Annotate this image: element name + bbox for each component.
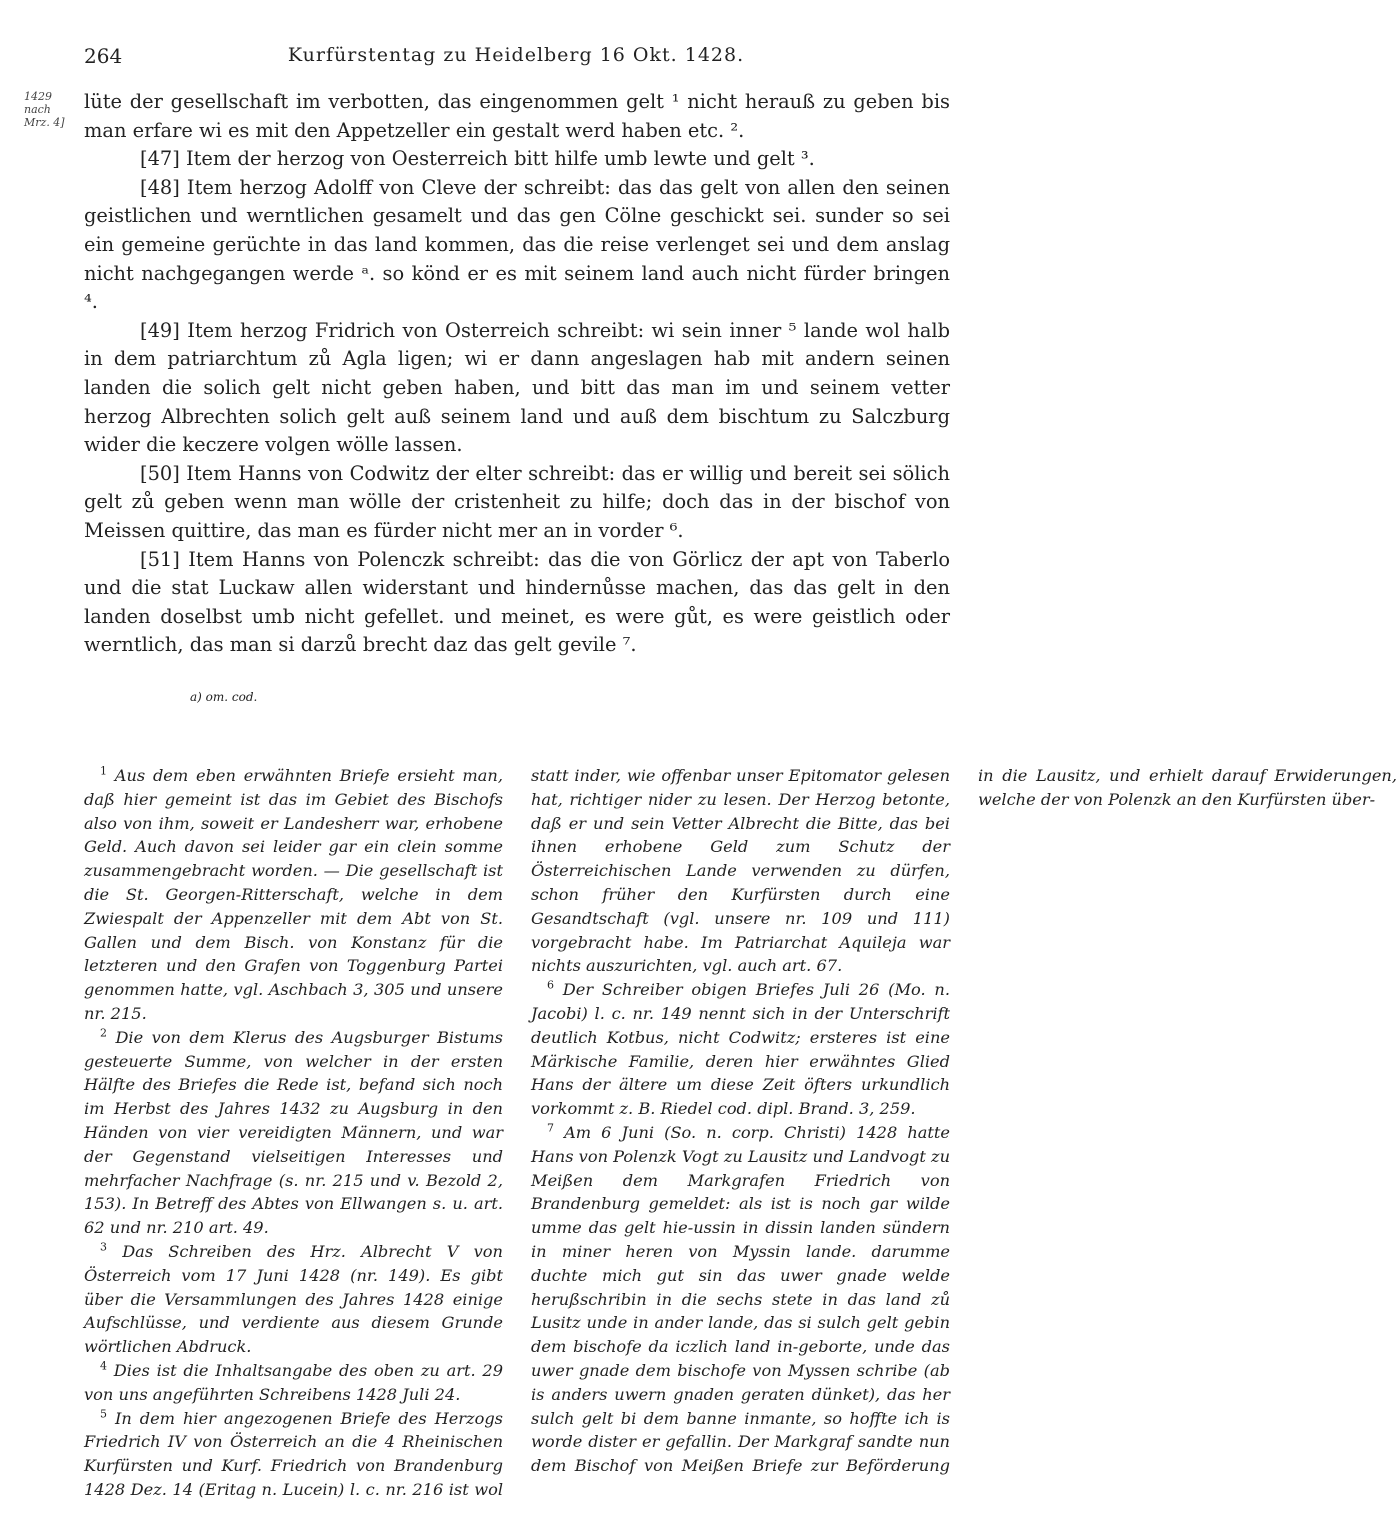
paragraph: lüte der gesellschaft im verbotten, das eingenommen gelt ¹ nicht herauß zu geben bis man erfare wi es mit den Appetzeller ein gestalt werd haben etc. ². xyxy=(84,90,950,142)
paragraph: [48] Item herzog Adolff von Cleve der schreibt: das das gelt von allen den seinen geistlichen und werntlichen gesamelt und das gen Cölne geschickt sei. sunder so sei ein gemeine gerüchte in das land kommen, das die reise verlenget sei und dem anslag nicht nachgegangen werde ᵃ. so könd er es mit seinem land auch nicht fürder bringen ⁴. xyxy=(84,175,950,314)
footnote xyxy=(84,1240,503,1359)
footnote-mark: 5 xyxy=(100,1407,107,1421)
footnote xyxy=(84,1359,503,1407)
paragraph: [51] Item Hanns von Polenczk schreibt: das die von Görlicz der apt von Taberlo und die stat Luckaw allen widerstant und hindernůsse machen, das das gelt in den landen doselbst umb nicht gefellet. und meinet, es were gůt, es were geistlich oder werntlich, das man si darzů brecht daz das gelt gevile ⁷. xyxy=(84,547,950,657)
footnote-text: Dies ist die Inhaltsangabe des oben zu art. 29 von uns angeführten Schreibens 1428 Juli 24. xyxy=(84,1360,503,1404)
footnote-text: In dem hier angezogenen Briefe des Herzogs Friedrich IV von Österreich an die 4 Rheinischen Kurfürsten und Kurf. Friedrich von Brandenburg 1428 Dez. 14 (Eritag n. Lucein) l. c. nr. 216 ist wol statt inder, wie offenbar unser Epitomator gelesen hat, richtiger nider zu lesen. Der Herzog betonte, daß er und sein Vetter Albrecht die Bitte, das bei ihnen erhobene Geld zum Schutz der Österreichischen Lande verwenden zu dürfen, schon früher den Kurfürsten durch eine Gesandtschaft (vgl. unsere nr. 109 und 111) vorgebracht habe. Im Patriarchat Aquileja war nichts auszurichten, vgl. auch art. 67. xyxy=(84,766,950,1499)
margin-note-line: Mrz. 4] xyxy=(24,116,65,129)
paragraph: [49] Item herzog Fridrich von Osterreich schreibt: wi sein inner ⁵ lande wol halb in dem patriarchtum zů Agla ligen; wi er dann angeslagen hab mit andern seinen landen die solich gelt nicht geben haben, und bitt das man im und seinem vetter herzog Albrechten solich gelt auß seinem land und auß dem bischtum zu Salczburg wider die keczere volgen wölle lassen. xyxy=(84,318,950,457)
main-text xyxy=(84,88,950,660)
page-number: 264 xyxy=(84,44,123,68)
running-head: Kurfürstentag zu Heidelberg 16 Okt. 1428. xyxy=(287,44,745,66)
footnote-mark: 1 xyxy=(100,764,107,778)
page-header xyxy=(84,44,948,72)
footnote xyxy=(84,764,503,1026)
margin-note-line: 1429 xyxy=(24,90,52,103)
footnote-mark: 7 xyxy=(547,1121,554,1135)
footnote-mark: 4 xyxy=(100,1359,107,1373)
footnote-mark: 6 xyxy=(547,978,554,992)
variant-reading-note: a) om. cod. xyxy=(190,690,258,704)
margin-date-note xyxy=(24,90,84,129)
paragraph: [47] Item der herzog von Oesterreich bitt hilfe umb lewte und gelt ³. xyxy=(140,147,815,171)
footnote-text: Der Schreiber obigen Briefes Juli 26 (Mo. n. Jacobi) l. c. nr. 149 nennt sich in der Unterschrift deutlich Kotbus, nicht Codwitz; ersteres ist eine Märkische Familie, deren hier erwähntes Glied Hans der ältere um diese Zeit öfters urkundlich vorkommt z. B. Riedel cod. dipl. Brand. 3, 259. xyxy=(531,980,950,1119)
footnote-text: Das Schreiben des Hrz. Albrecht V von Österreich vom 17 Juni 1428 (nr. 149). Es gibt über die Versammlungen des Jahres 1428 einige Aufschlüsse, und verdiente aus diesem Grunde wörtlichen Abdruck. xyxy=(84,1241,503,1357)
footnote-mark: 3 xyxy=(100,1240,107,1254)
footnotes xyxy=(84,764,1397,1504)
footnote xyxy=(84,1026,503,1240)
footnote-text: Die von dem Klerus des Augsburger Bistums gesteuerte Summe, von welcher in der ersten Hälfte des Briefes die Rede ist, befand sich noch im Herbst des Jahres 1432 zu Augsburg in den Händen von vier vereidigten Männern, und war der Gegenstand vielseitigen Interesses und mehrfacher Nachfrage (s. nr. 215 und v. Bezold 2, 153). In Betreff des Abtes von Ellwangen s. u. art. 62 und nr. 210 art. 49. xyxy=(84,1027,503,1238)
paragraph: [50] Item Hanns von Codwitz der elter schreibt: das er willig und bereit sei sölich gelt zů geben wenn man wölle der cristenheit zu hilfe; doch das in der bischof von Meissen quittire, das man es fürder nicht mer an in vorder ⁶. xyxy=(84,461,950,542)
footnote-text: Aus dem eben erwähnten Briefe ersieht man, daß hier gemeint ist das im Gebiet des Bischofs also von ihm, soweit er Landesherr war, erhobene Geld. Auch davon sei leider gar ein clein somme zusammengebracht worden. — Die gesellschaft ist die St. Georgen-Ritterschaft, welche in dem Zwiespalt der Appenzeller mit dem Abt von St. Gallen und dem Bisch. von Konstanz für die letzteren und den Grafen von Toggenburg Partei genommen hatte, vgl. Aschbach 3, 305 und unsere nr. 215. xyxy=(84,766,503,1023)
footnote-text: Am 6 Juni (So. n. corp. Christi) 1428 hatte Hans von Polenzk Vogt zu Lausitz und Landvogt zu Meißen dem Markgrafen Friedrich von Brandenburg gemeldet: als ist is noch gar wilde umme das gelt hie-ussin in dissin landen sündern in miner heren von Myssin lande. darumme duchte mich gut sin das uwer gnade welde herußschribin in die sechs stete in das land zů Lusitz unde in ander lande, das si sulch gelt gebin dem bischofe da iczlich land in-geborte, unde das uwer gnade dem bischofe von Myssen schribe (ab is anders uwern gnaden geraten dünket), das her sulch gelt bi dem banne inmante, so hoffte ich is worde dister er gefallin. Der Markgraf sandte nun dem Bischof von Meißen Briefe zur Beförderung in die Lausitz, und erhielt darauf Erwiderungen, welche der von Polenzk an den Kurfürsten über- xyxy=(531,766,1397,1476)
margin-note-line: nach xyxy=(24,103,51,116)
footnote xyxy=(531,978,950,1121)
footnote-mark: 2 xyxy=(100,1026,107,1040)
